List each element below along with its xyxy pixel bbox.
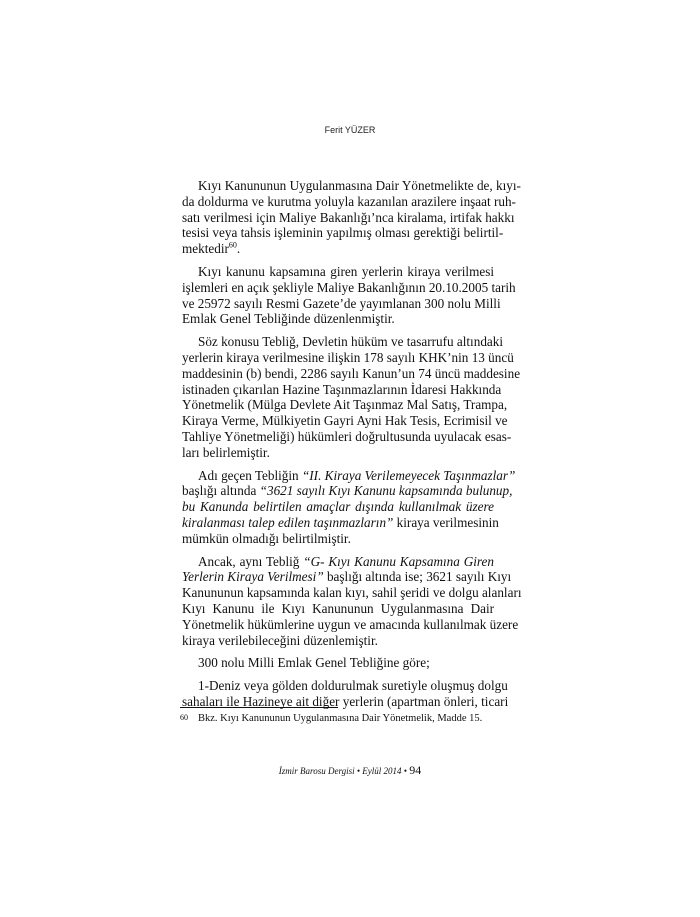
text-segment: sahaları ile Hazineye ait diğer yerlerin (apartman önleri, ticari [182, 693, 509, 709]
text-line [182, 381, 502, 398]
text-line [182, 445, 494, 461]
text-line [182, 193, 516, 210]
text-segment: başlığı altında ise; 3621 sayılı Kıyı [323, 569, 512, 585]
text-line [182, 209, 515, 226]
text-line [182, 531, 494, 547]
text-segment: 1-Deniz veya gölden doldurulmak suretiyle oluşmuş dolgu [198, 678, 508, 694]
text-segment: ları belirlemiştir. [182, 444, 270, 460]
text-segment: da doldurma ve kurutma yoluyla kazanılan arazilere inşaat ruh- [182, 193, 516, 209]
text-segment: Yönetmelik hükümlerine uygun ve amacında kullanılmak üzere [182, 616, 519, 632]
text-line [182, 514, 499, 531]
text-segment: Adı geçen Tebliğin [198, 467, 302, 483]
text-line [182, 483, 513, 499]
text-segment: Kiraya Verme, Mülkiyetin Gayri Ayni Hak Tesis, Ecrimisil ve [182, 413, 508, 429]
journal-issue: Eylül 2014 [362, 766, 402, 776]
text-segment: Ancak, aynı Tebliğ [198, 553, 304, 569]
text-segment: maddesinin (b) bendi, 2286 sayılı Kanun’un 74 üncü maddesine [182, 365, 521, 381]
text-segment: Söz konusu Tebliğ, Devletin hüküm ve tasarrufu altındaki [198, 334, 504, 350]
text-line [182, 678, 508, 694]
text-line [182, 633, 494, 649]
paragraph [182, 178, 521, 257]
footer-separator: • [403, 766, 407, 776]
footnote-divider [180, 707, 338, 708]
text-segment: kiraya verilebileceğini düzenlemiştir. [182, 632, 378, 648]
text-line [182, 655, 494, 671]
text-segment: Kıyı kanunu kapsamına giren yerlerin kiraya verilmesi [198, 263, 494, 279]
text-line [182, 616, 519, 633]
footnote [180, 713, 482, 724]
journal-name: İzmir Barosu Dergisi [278, 766, 355, 776]
text-segment: Kıyı Kanunu ile Kıyı Kanununun Uygulanmasına Dair [182, 600, 494, 616]
text-segment: mümkün olmadığı belirtilmiştir. [182, 530, 351, 546]
text-segment: Kanununun kapsamında kalan kıyı, sahil şeridi ve dolgu alanları [182, 585, 522, 601]
footnote-text: Bkz. Kıyı Kanununun Uygulanmasına Dair Yönetmelik, Madde 15. [198, 713, 483, 724]
footnote-reference: 60 [228, 240, 237, 250]
text-line [182, 467, 516, 484]
text-segment: başlığı altında [182, 483, 260, 499]
text-line [182, 311, 494, 327]
text-segment: kiralanması talep edilen taşınmazların” [182, 514, 394, 530]
paragraph [182, 263, 516, 327]
text-line [182, 178, 521, 194]
text-line [182, 499, 494, 515]
text-segment: bu Kanunda belirtilen amaçlar dışında kullanılmak üzere [182, 499, 494, 515]
text-line [182, 585, 522, 601]
text-line [182, 569, 512, 585]
text-segment: . [236, 241, 241, 257]
text-segment: satı verilmesi için Maliye Bakanlığı’nca kiralama, irtifak hakkı [182, 209, 515, 225]
text-segment: Tahliye Yönetmeliği) hükümleri doğrultusunda uyulacak esas- [182, 428, 512, 444]
text-line [182, 365, 521, 382]
text-segment: yerlerin kiraya verilmesine ilişkin 178 sayılı KHK’nin 13 üncü [182, 349, 514, 365]
text-line [182, 295, 501, 312]
page-number: 94 [409, 763, 422, 777]
text-segment: “G- Kıyı Kanunu Kapsamına Giren [303, 553, 494, 569]
text-segment: Emlak Genel Tebliğinde düzenlenmiştir. [182, 311, 395, 327]
text-segment: “II. Kiraya Verilemeyecek Taşınmazlar” [301, 467, 516, 483]
paragraph [182, 553, 522, 649]
text-line [182, 554, 494, 570]
text-segment: mektedir [182, 241, 229, 257]
text-segment: “3621 sayılı Kıyı Kanunu kapsamında bulunup, [259, 483, 513, 499]
text-segment: istinaden çıkarılan Hazine Taşınmazlarının İdaresi Hakkında [182, 381, 502, 397]
text-segment: kiraya verilmesinin [393, 514, 499, 530]
footnote-number: 60 [180, 713, 188, 722]
text-line [182, 241, 494, 257]
text-line [182, 397, 508, 413]
text-segment: işlemleri en açık şekliyle Maliye Bakanlığının 20.10.2005 tarih [182, 279, 516, 295]
text-segment: Yönetmelik (Mülga Devlete Ait Taşınmaz Mal Satış, Trampa, [182, 397, 508, 413]
text-segment: Kıyı Kanununun Uygulanmasına Dair Yönetmelikte de, kıyı- [198, 178, 521, 193]
footer-separator: • [356, 766, 361, 776]
text-line [182, 349, 514, 366]
paragraph [182, 655, 494, 671]
paragraph [182, 467, 516, 547]
text-segment: ve 25972 sayılı Resmi Gazete’de yayımlanan 300 nolu Milli [182, 295, 501, 311]
text-line [182, 279, 516, 296]
text-line [182, 601, 494, 617]
body-text [182, 178, 522, 717]
text-segment: 300 nolu Milli Emlak Genel Tebliğine göre; [198, 655, 430, 671]
paragraph [182, 334, 521, 460]
text-line [182, 428, 512, 445]
text-segment: tesisi veya tahsis işleminin yapılmış olması gerektiği belirtil- [182, 225, 504, 241]
text-segment: Yerlerin Kiraya Verilmesi” [182, 569, 324, 585]
text-line [182, 334, 504, 350]
text-line [182, 413, 508, 429]
paragraph [182, 678, 509, 710]
text-line [182, 264, 494, 280]
page-footer [0, 763, 700, 778]
text-line [182, 225, 504, 241]
running-header-author: Ferit YÜZER [324, 125, 376, 135]
